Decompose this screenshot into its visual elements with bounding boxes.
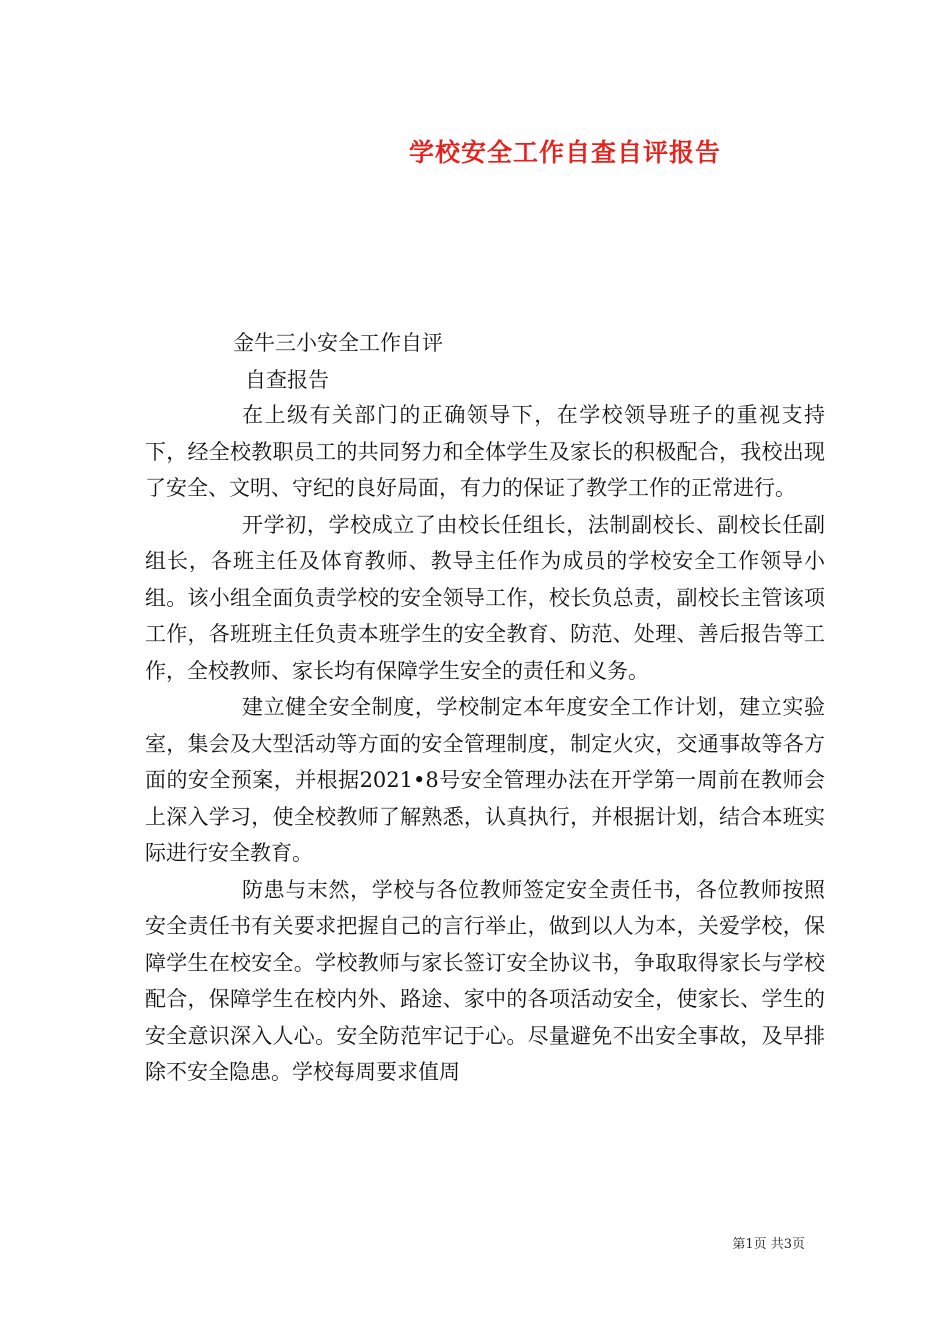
paragraph: 开学初，学校成立了由校长任组长，法制副校长、副校长任副组长，各班主任及体育教师、教导主任作为成员的学校安全工作领导小组。该小组全面负责学校的安全领导工作，校长负总责，副校长主管该项工作，各班班主任负责本班学生的安全教育、防范、处理、善后报告等工作，全校教师、家长均有保障学生安全的责任和义务。 bbox=[145, 512, 825, 683]
page-number-footer: 第1页 共3页 bbox=[732, 1237, 805, 1252]
document-subtitle-line2: 自查报告 bbox=[245, 368, 329, 392]
paragraph: 在上级有关部门的正确领导下，在学校领导班子的重视支持下，经全校教职员工的共同努力和全体学生及家长的积极配合，我校出现了安全、文明、守纪的良好局面，有力的保证了教学工作的正常进行。 bbox=[145, 403, 825, 500]
document-subtitle-line1: 金牛三小安全工作自评 bbox=[233, 331, 443, 355]
paragraph: 建立健全安全制度，学校制定本年度安全工作计划，建立实验室，集会及大型活动等方面的安全管理制度，制定火灾，交通事故等各方面的安全预案，并根据2021•8号安全管理办法在开学第一周前在教师会上深入学习，使全校教师了解熟悉，认真执行，并根据计划，结合本班实际进行安全教育。 bbox=[145, 695, 825, 865]
document-title: 学校安全工作自查自评报告 bbox=[408, 138, 721, 167]
paragraph: 防患与末然，学校与各位教师签定安全责任书，各位教师按照安全责任书有关要求把握自己的言行举止，做到以人为本，关爱学校，保障学生在校安全。学校教师与家长签订安全协议书，争取取得家长与学校配合，保障学生在校内外、路途、家中的各项活动安全，使家长、学生的安全意识深入人心。安全防范牢记于心。尽量避免不出安全事故，及早排除不安全隐患。学校每周要求值周 bbox=[145, 877, 825, 1084]
document-body bbox=[145, 397, 825, 1091]
